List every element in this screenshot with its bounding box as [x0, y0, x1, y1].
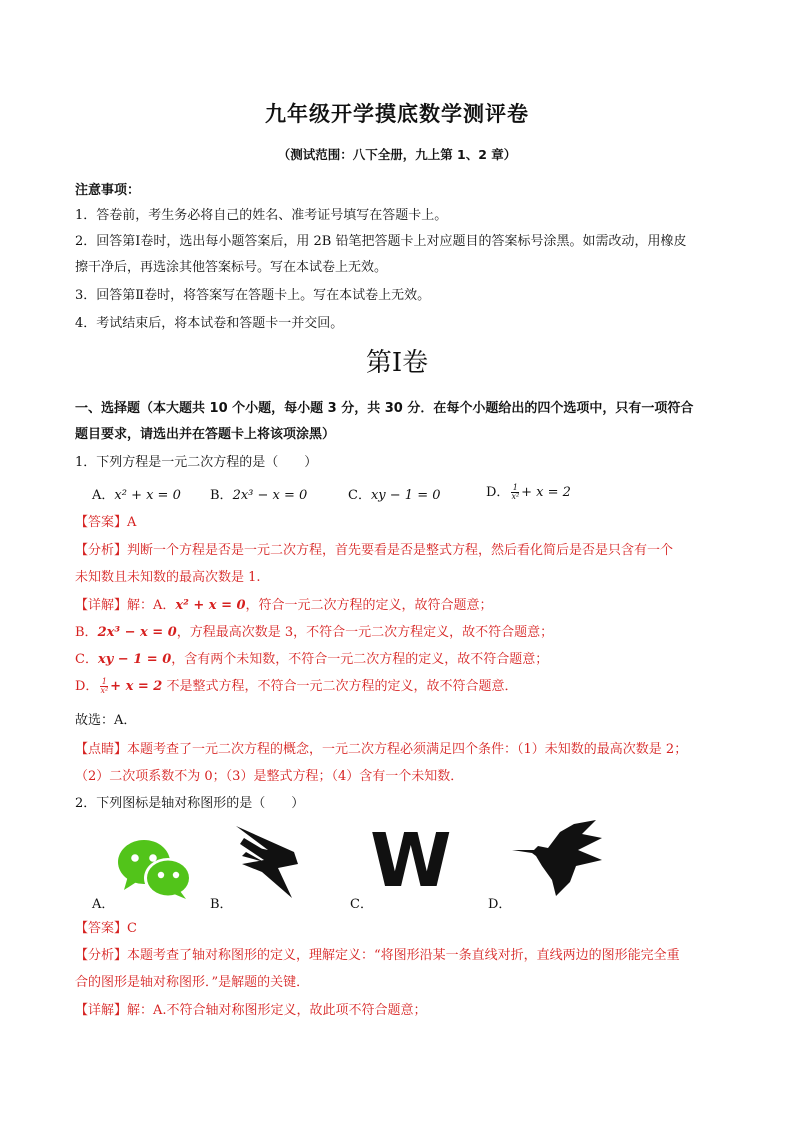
notice-heading: 注意事项： [75, 183, 141, 198]
detail-line: B．2x³ − x = 0，方程最高次数是 3，不符合一元二次方程定义，故不符合题意； [75, 625, 554, 640]
wing-lightning-icon [234, 824, 304, 900]
question-1-stem: 1．下列方程是一元二次方程的是（ ） [75, 455, 318, 470]
hummingbird-icon [512, 820, 608, 898]
notice-item: 擦干净后，再选涂其他答案标号。写在本试卷上无效。 [75, 260, 388, 275]
comment-line: 【点睛】本题考查了一元二次方程的概念，一元二次方程必须满足四个条件：（1）未知数的最高次数是 2； [75, 742, 688, 757]
detail-line: 【详解】解：A.不符合轴对称图形定义，故此项不符合题意； [75, 1003, 427, 1018]
wechat-icon [116, 836, 196, 900]
test-scope: （测试范围：八下全册，九上第 1、2 章） [277, 147, 517, 162]
detail-line: 【详解】解：A．x² + x = 0，符合一元二次方程的定义，故符合题意； [75, 598, 493, 613]
option-a-label: A． [92, 897, 115, 912]
detail-line: C．xy − 1 = 0，含有两个未知数，不符合一元二次方程的定义，故不符合题意； [75, 652, 549, 667]
option-a: A．x² + x = 0 [92, 488, 181, 503]
page-title: 九年级开学摸底数学测评卷 [265, 102, 529, 126]
answer-line: 【答案】A [75, 515, 137, 530]
part-one-instructions: 一、选择题（本大题共 10 个小题，每小题 3 分，共 30 分．在每个小题给出的四个选项中，只有一项符合 [75, 401, 694, 416]
option-d: D． $\frac{1}{\text{x²}}$ + x = 2 [486, 483, 571, 501]
section-heading: 第I卷 [365, 348, 429, 378]
letter-w-icon: W [370, 818, 452, 904]
answer-line: 【答案】C [75, 921, 137, 936]
question-2-stem: 2．下列图标是轴对称图形的是（ ） [75, 796, 305, 811]
analysis-line: 合的图形是轴对称图形．”是解题的关键． [75, 975, 310, 990]
part-one-instructions: 题目要求，请选出并在答题卡上将该项涂黑） [75, 427, 336, 442]
conclusion-line: 故选：A． [75, 713, 137, 728]
option-b: B．2x³ − x = 0 [210, 488, 308, 503]
comment-line: （2）二次项系数不为 0；（3）是整式方程；（4）含有一个未知数． [75, 769, 464, 784]
notice-item: 1．答卷前，考生务必将自己的姓名、准考证号填写在答题卡上。 [75, 208, 448, 223]
analysis-line: 【分析】判断一个方程是否是一元二次方程，首先要看是否是整式方程，然后看化简后是否是只含有一个 [75, 543, 674, 558]
option-d-label: D． [488, 897, 512, 912]
option-b-label: B． [210, 897, 233, 912]
notice-item: 2．回答第Ⅰ卷时，选出每小题答案后，用 2B 铅笔把答题卡上对应题目的答案标号涂黑。如需改动，用橡皮 [75, 234, 687, 249]
option-c: C．xy − 1 = 0 [348, 488, 441, 503]
notice-item: 4．考试结束后，将本试卷和答题卡一并交回。 [75, 316, 344, 331]
analysis-line: 未知数且未知数的最高次数是 1. [75, 570, 261, 585]
option-c-label: C． [350, 897, 373, 912]
analysis-line: 【分析】本题考查了轴对称图形的定义，理解定义：“将图形沿某一条直线对折，直线两边的图形能完全重 [75, 948, 680, 963]
question-1-options [92, 484, 712, 506]
detail-line: D． $\frac{1}{\text{x²}}$ + x = 2 不是整式方程，不符合一元二次方程的定义，故不符合题意． [75, 677, 518, 695]
notice-item: 3．回答第Ⅱ卷时，将答案写在答题卡上。写在本试卷上无效。 [75, 288, 431, 303]
